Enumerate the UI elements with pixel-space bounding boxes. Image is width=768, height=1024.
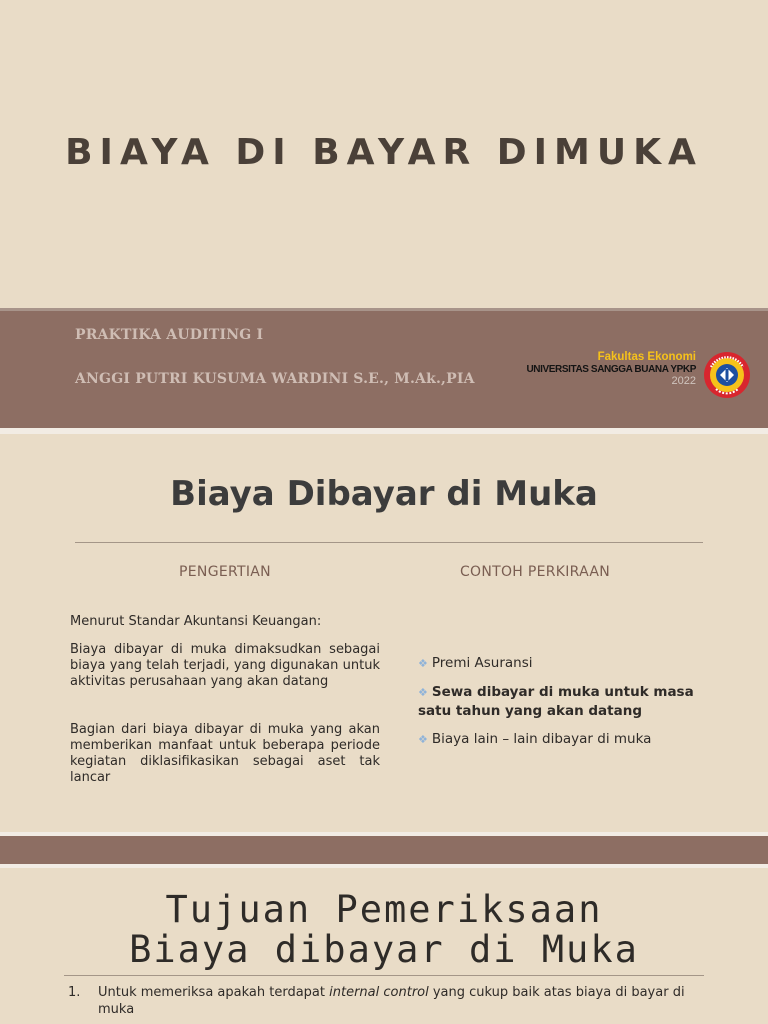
item-text-start: Untuk memeriksa apakah terdapat <box>98 985 330 1000</box>
paragraph-text: Biaya dibayar di muka dimaksudkan sebagai biaya yang telah terjadi, yang digunakan untuk aktivitas perusahaan yang akan datang <box>70 642 380 689</box>
slide-title <box>0 890 768 970</box>
definition-paragraph-1 <box>70 642 380 690</box>
list-item-text: Sewa dibayar di muka untuk masa satu tahun yang akan datang <box>418 684 694 719</box>
objective-slide <box>0 868 768 1024</box>
list-item <box>418 730 718 749</box>
slide-band <box>0 836 768 864</box>
info-band <box>0 311 768 432</box>
example-list <box>418 654 718 759</box>
column-header-pengertian: PENGERTIAN <box>179 564 271 580</box>
definition-slide <box>0 434 768 832</box>
item-number: 1. <box>68 985 81 1000</box>
list-item-text: Biaya lain – lain dibayar di muka <box>431 731 652 747</box>
definition-paragraph-2 <box>70 722 380 786</box>
title-slide <box>0 0 768 432</box>
intro-text <box>70 614 380 630</box>
logo-year: 2022 <box>671 375 696 387</box>
faculty-name: Fakultas Ekonomi <box>597 351 696 363</box>
title-rule <box>64 975 704 976</box>
paragraph-text: Bagian dari biaya dibayar di muka yang akan memberikan manfaat untuk beberapa periode kegiatan diklasifikasikan sebagai aset tak lancar <box>70 722 380 785</box>
presenter-name: ANGGI PUTRI KUSUMA WARDINI S.E., M.Ak.,PIA <box>75 371 475 387</box>
university-seal-icon <box>703 351 751 399</box>
item-text-end: yang cukup baik atas biaya di bayar di muka <box>98 985 685 1017</box>
slide-heading: Biaya Dibayar di Muka <box>170 474 598 514</box>
university-logo-text <box>520 351 696 387</box>
item-text <box>98 984 708 1018</box>
diamond-bullet-icon: ❖ <box>418 657 428 670</box>
heading-rule <box>75 542 703 543</box>
course-name: PRAKTIKA AUDITING I <box>75 327 264 343</box>
item-text-italic: internal control <box>329 985 429 1000</box>
list-item <box>418 683 718 720</box>
diamond-bullet-icon: ❖ <box>418 733 428 746</box>
university-name: UNIVERSITAS SANGGA BUANA YPKP <box>526 364 696 375</box>
intro-line: Menurut Standar Akuntansi Keuangan: <box>70 614 322 629</box>
list-item-text: Premi Asuransi <box>431 655 533 671</box>
column-header-contoh: CONTOH PERKIRAAN <box>459 564 611 580</box>
list-item <box>418 654 718 673</box>
title-line-1: Tujuan Pemeriksaan <box>165 888 603 931</box>
title-line-2: Biaya dibayar di Muka <box>129 928 639 971</box>
diamond-bullet-icon: ❖ <box>418 686 428 699</box>
slide-title: BIAYA DI BAYAR DIMUKA <box>65 132 703 173</box>
